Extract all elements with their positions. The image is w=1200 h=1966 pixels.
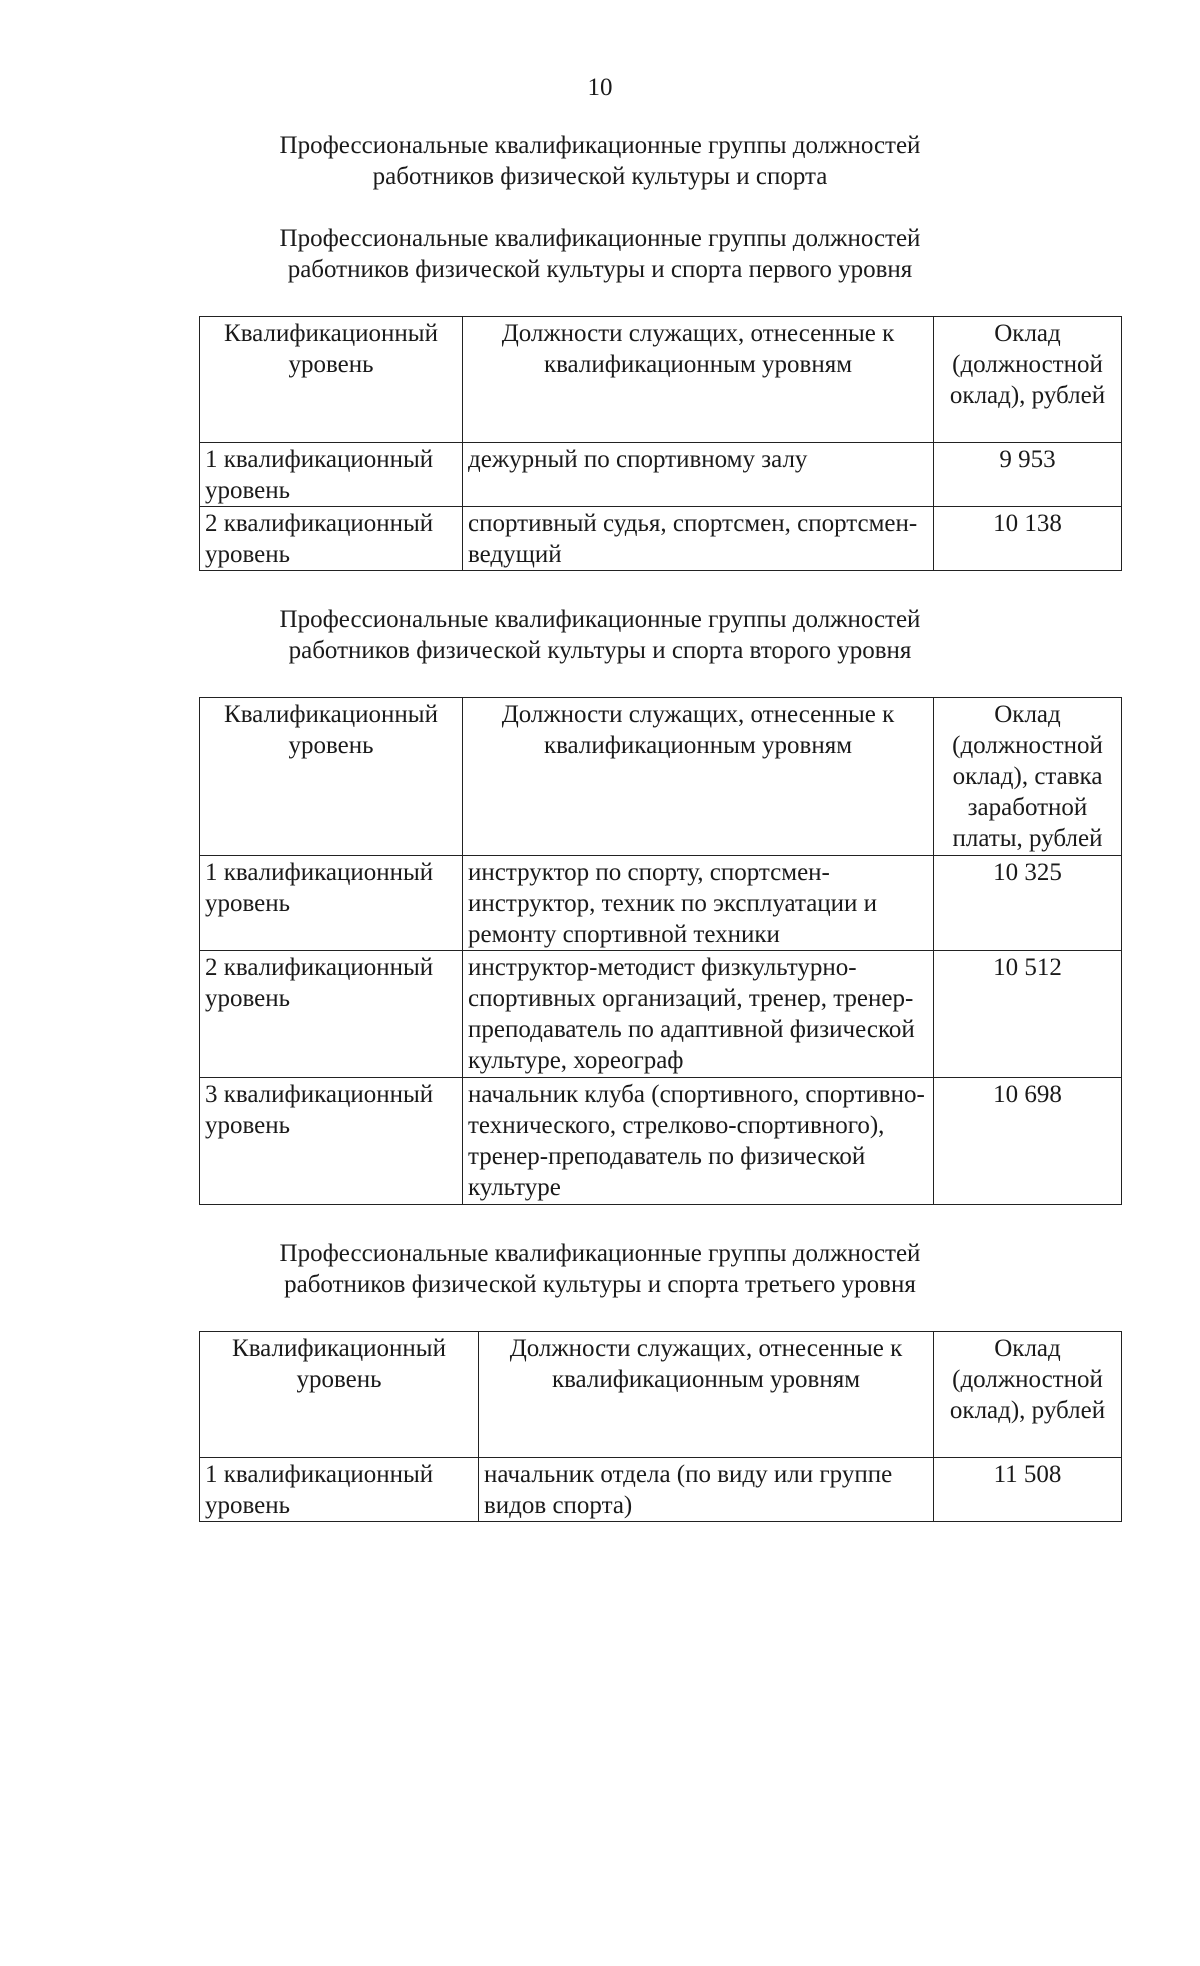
header-positions: Должности служащих, отнесенные к квалификационным уровням [463, 317, 934, 443]
row-level: 1 квалификационный уровень [200, 856, 463, 951]
table-header-row [200, 1332, 1122, 1458]
row-positions: инструктор по спорту, спортсмен-инструктор, техник по эксплуатации и ремонту спортивной техники [463, 856, 934, 951]
section-2-title [0, 604, 1200, 666]
header-salary: Оклад (должностной оклад), рублей [934, 1332, 1122, 1458]
section-title-line1: Профессиональные квалификационные группы должностей [279, 225, 921, 252]
row-level: 2 квалификационный уровень [200, 951, 463, 1078]
row-salary: 10 138 [934, 507, 1122, 571]
header-positions: Должности служащих, отнесенные к квалификационным уровням [479, 1332, 934, 1458]
table-row [200, 1078, 1122, 1205]
header-salary: Оклад (должностной оклад), ставка заработной платы, рублей [934, 698, 1122, 856]
section-title-line2: работников физической культуры и спорта третьего уровня [284, 1271, 916, 1298]
row-positions: начальник отдела (по виду или группе видов спорта) [479, 1458, 934, 1522]
table-row [200, 856, 1122, 951]
table-row [200, 1458, 1122, 1522]
table-row [200, 507, 1122, 571]
qualification-table-level-2 [199, 697, 1122, 1205]
page-number: 10 [587, 74, 613, 101]
row-level: 1 квалификационный уровень [200, 443, 463, 507]
qualification-table-level-3 [199, 1331, 1122, 1522]
row-positions: дежурный по спортивному залу [463, 443, 934, 507]
table-row [200, 443, 1122, 507]
row-salary: 10 512 [934, 951, 1122, 1078]
header-salary: Оклад (должностной оклад), рублей [934, 317, 1122, 443]
section-title-line2: работников физической культуры и спорта первого уровня [287, 256, 913, 283]
row-positions: спортивный судья, спортсмен, спортсмен-ведущий [463, 507, 934, 571]
row-level: 1 квалификационный уровень [200, 1458, 479, 1522]
main-title-line1: Профессиональные квалификационные группы должностей [279, 132, 921, 159]
section-1-title [0, 223, 1200, 285]
row-salary: 10 325 [934, 856, 1122, 951]
section-title-line2: работников физической культуры и спорта второго уровня [288, 637, 912, 664]
row-level: 2 квалификационный уровень [200, 507, 463, 571]
row-salary: 9 953 [934, 443, 1122, 507]
row-salary: 10 698 [934, 1078, 1122, 1205]
row-positions: инструктор-методист физкультурно-спортивных организаций, тренер, тренер-преподаватель по адаптивной физической культуре, хореограф [463, 951, 934, 1078]
section-title-line1: Профессиональные квалификационные группы должностей [279, 606, 921, 633]
section-3-title [0, 1238, 1200, 1300]
main-title-line2: работников физической культуры и спорта [372, 163, 828, 190]
header-level: Квалификационный уровень [200, 1332, 479, 1458]
row-salary: 11 508 [934, 1458, 1122, 1522]
table-header-row [200, 317, 1122, 443]
header-level: Квалификационный уровень [200, 317, 463, 443]
table-row [200, 951, 1122, 1078]
main-title [0, 130, 1200, 192]
row-positions: начальник клуба (спортивного, спортивно-технического, стрелково-спортивного), тренер-преподаватель по физической культуре [463, 1078, 934, 1205]
header-positions: Должности служащих, отнесенные к квалификационным уровням [463, 698, 934, 856]
qualification-table-level-1 [199, 316, 1122, 571]
section-title-line1: Профессиональные квалификационные группы должностей [279, 1240, 921, 1267]
table-header-row [200, 698, 1122, 856]
row-level: 3 квалификационный уровень [200, 1078, 463, 1205]
header-level: Квалификационный уровень [200, 698, 463, 856]
